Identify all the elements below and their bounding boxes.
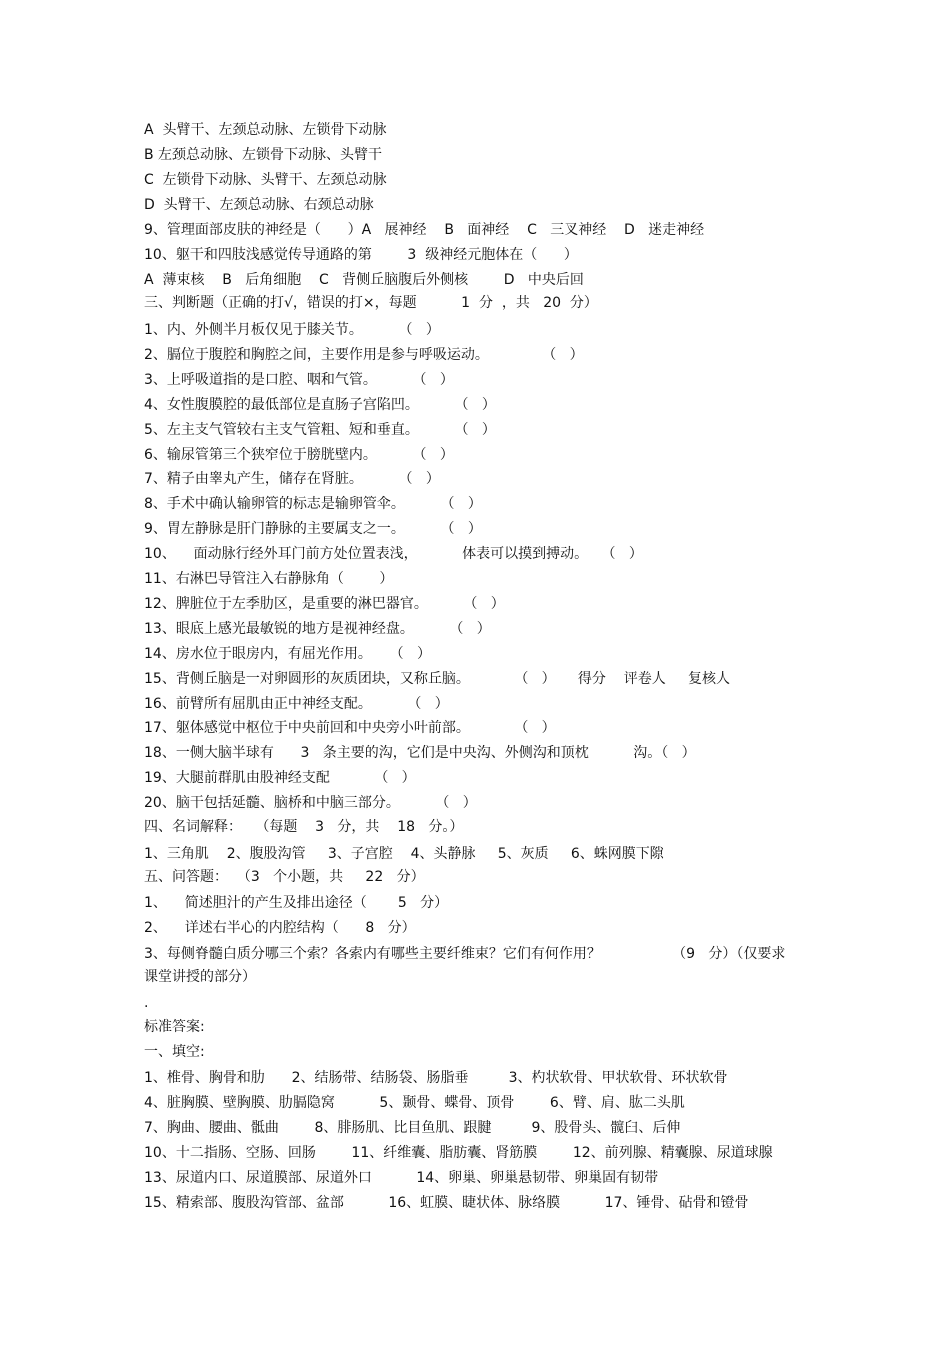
qa-item: 3、每侧脊髓白质分哪三个索？各索内有哪些主要纤维束？它们有何作用？ （9 分）（仅要求 [144, 946, 786, 962]
judgment-item: 4、女性腹膜腔的最低部位是直肠子宫陷凹。 （ ） [144, 397, 496, 413]
judgment-item: 6、输尿管第三个狭窄位于膀胱壁内。 （ ） [144, 447, 454, 463]
answer-line: 15、精索部、腹股沟管部、盆部 16、虹膜、睫状体、脉络膜 17、锤骨、砧骨和镫骨 [144, 1195, 749, 1211]
answer-line: 13、尿道内口、尿道膜部、尿道外口 14、卵巢、卵巢悬韧带、卵巢固有韧带 [144, 1170, 659, 1186]
judgment-item: 12、脾脏位于左季肋区，是重要的淋巴器官。 （ ） [144, 596, 505, 612]
question-10: 10、躯干和四肢浅感觉传导通路的第 3 级神经元胞体在（ ） [144, 247, 578, 263]
judgment-item: 10、 面动脉行经外耳门前方处位置表浅， 体表可以摸到搏动。 （ ） [144, 546, 643, 562]
option-d: D 头臂干、左颈总动脉、右颈总动脉 [144, 197, 374, 213]
judgment-item: 19、大腿前群肌由股神经支配 （ ） [144, 770, 416, 786]
qa-item: 2、 详述右半心的内腔结构（ 8 分） [144, 920, 416, 936]
answer-section-1: 一、填空: [144, 1044, 205, 1060]
section-4-terms: 1、三角肌 2、腹股沟管 3、子宫腔 4、头静脉 5、灰质 6、蛛网膜下隙 [144, 846, 664, 862]
judgment-item: 11、右淋巴导管注入右静脉角（ ） [144, 571, 394, 587]
answer-line: 4、脏胸膜、壁胸膜、肋膈隐窝 5、颞骨、蝶骨、顶骨 6、臂、肩、肱二头肌 [144, 1095, 685, 1111]
qa-item: 1、 简述胆汁的产生及排出途径（ 5 分） [144, 895, 449, 911]
judgment-item: 16、前臂所有屈肌由正中神经支配。 （ ） [144, 696, 449, 712]
option-a: A 头臂干、左颈总动脉、左锁骨下动脉 [144, 122, 387, 138]
option-b: B 左颈总动脉、左锁骨下动脉、头臂干 [144, 147, 383, 163]
judgment-item: 2、膈位于腹腔和胸腔之间，主要作用是参与呼吸运动。 （ ） [144, 347, 584, 363]
judgment-item: 20、脑干包括延髓、脑桥和中脑三部分。 （ ） [144, 795, 477, 811]
separator-dot: . [144, 995, 149, 1011]
judgment-item: 7、精子由睾丸产生，储存在肾脏。 （ ） [144, 471, 440, 487]
section-3-title: 三、判断题（正确的打√，错误的打×，每题 1 分 ，共 20 分） [144, 295, 598, 311]
question-9: 9、管理面部皮肤的神经是（ ）A 展神经 B 面神经 C 三叉神经 D 迷走神经 [144, 222, 705, 238]
answer-title: 标准答案: [144, 1019, 205, 1035]
answer-line: 10、十二指肠、空肠、回肠 11、纤维囊、脂肪囊、肾筋膜 12、前列腺、精囊腺、尿道球腺 [144, 1145, 773, 1161]
judgment-item: 8、手术中确认输卵管的标志是输卵管伞。 （ ） [144, 496, 482, 512]
judgment-item: 13、眼底上感光最敏锐的地方是视神经盘。 （ ） [144, 621, 491, 637]
judgment-item: 18、一侧大脑半球有 3 条主要的沟，它们是中央沟、外侧沟和顶枕 沟。（ ） [144, 745, 696, 761]
section-5-title: 五、问答题： （3 个小题，共 22 分） [144, 869, 425, 885]
qa-item-continued: 课堂讲授的部分） [144, 969, 256, 985]
section-4-title: 四、名词解释： （每题 3 分，共 18 分。） [144, 819, 464, 835]
answer-line: 1、椎骨、胸骨和肋 2、结肠带、结肠袋、肠脂垂 3、杓状软骨、甲状软骨、环状软骨 [144, 1070, 728, 1086]
judgment-item: 1、内、外侧半月板仅见于膝关节。 （ ） [144, 322, 440, 338]
judgment-item: 14、房水位于眼房内，有屈光作用。 （ ） [144, 646, 431, 662]
answer-line: 7、胸曲、腰曲、骶曲 8、腓肠肌、比目鱼肌、跟腱 9、股骨头、髋臼、后伸 [144, 1120, 681, 1136]
question-10-options: A 薄束核 B 后角细胞 C 背侧丘脑腹后外侧核 D 中央后回 [144, 272, 584, 288]
judgment-item: 9、胃左静脉是肝门静脉的主要属支之一。 （ ） [144, 521, 482, 537]
option-c: C 左锁骨下动脉、头臂干、左颈总动脉 [144, 172, 387, 188]
judgment-item: 15、背侧丘脑是一对卵圆形的灰质团块，又称丘脑。 （ ） 得分 评卷人 复核人 [144, 671, 730, 687]
judgment-item: 5、左主支气管较右主支气管粗、短和垂直。 （ ） [144, 422, 496, 438]
judgment-item: 17、躯体感觉中枢位于中央前回和中央旁小叶前部。 （ ） [144, 720, 556, 736]
judgment-item: 3、上呼吸道指的是口腔、咽和气管。 （ ） [144, 372, 454, 388]
